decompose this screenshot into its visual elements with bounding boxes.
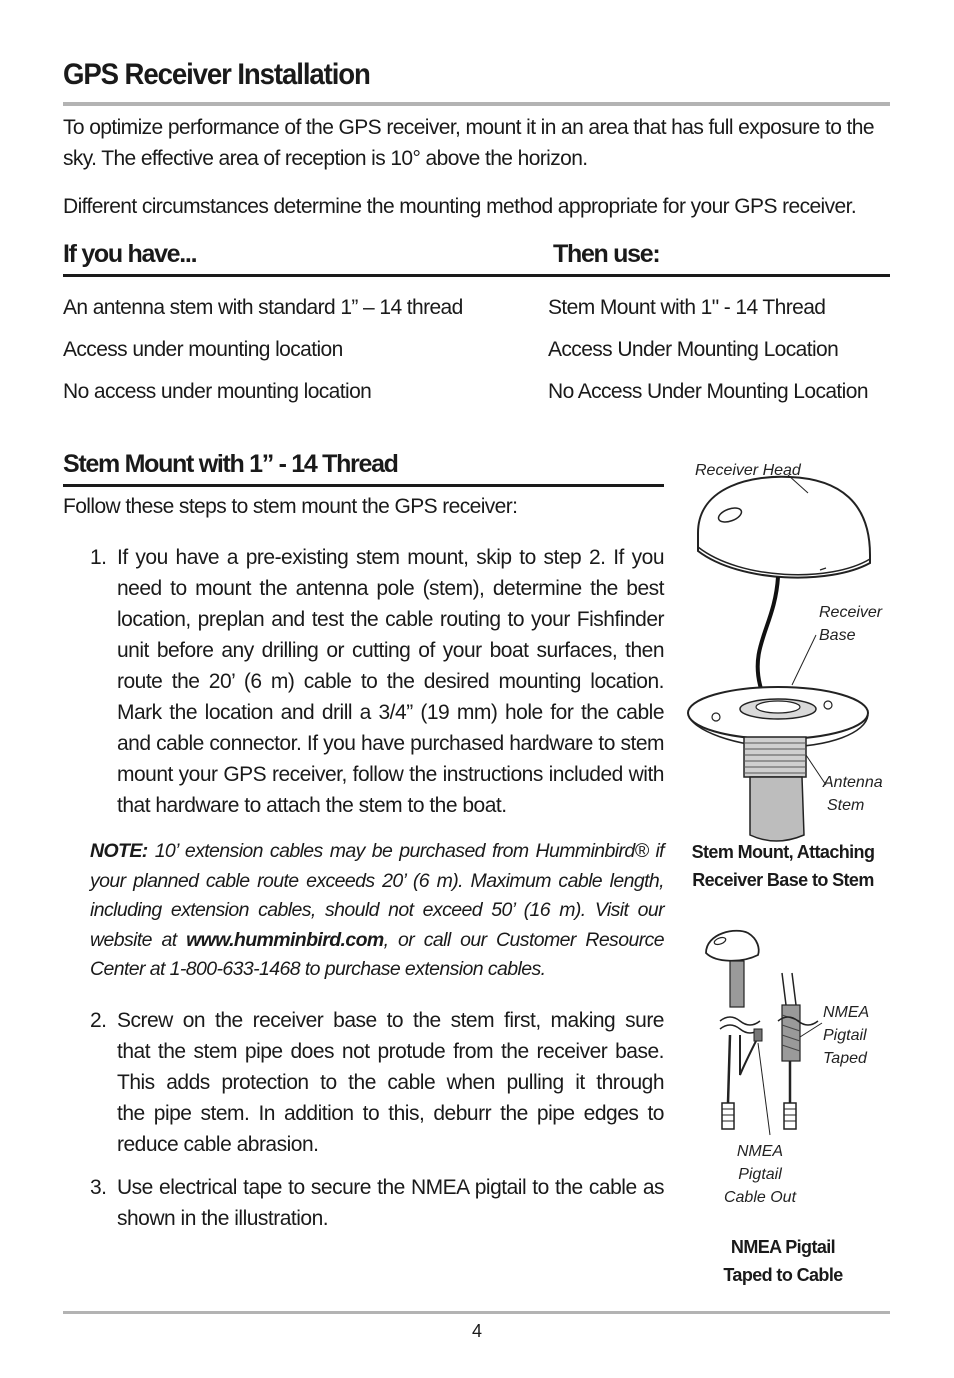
label-line: Receiver [819, 604, 883, 621]
figure1-caption [670, 838, 896, 894]
step-line: Use electrical tape to secure the NMEA pigtail to the cable as [117, 1176, 664, 1199]
step-3 [90, 1172, 664, 1236]
label-line: Pigtail [823, 1027, 867, 1044]
intro-line: To optimize performance of the GPS receiver, mount it in an area that has full exposure to the [63, 116, 874, 139]
label-receiver-head: Receiver Head [695, 462, 801, 479]
label-line: Stem [827, 797, 865, 814]
note-line [90, 837, 664, 867]
label-pigtail-taped [823, 1001, 869, 1070]
step-line: This adds protection to the cable when pulling it through [117, 1071, 664, 1094]
section-rule [63, 484, 664, 487]
table-cell-have: Access under mounting location [63, 338, 343, 361]
label-line: Base [819, 627, 856, 644]
label-line: Pigtail [738, 1166, 782, 1183]
intro-paragraph-2 [63, 191, 893, 222]
intro-paragraph [63, 112, 893, 174]
label-receiver-base [819, 601, 882, 647]
note-line: your planned cable route exceeds 20’ (6 m). Maximum cable length, [90, 869, 664, 892]
step-line: Screw on the receiver base to the stem first, making sure [117, 1009, 664, 1032]
label-line: Antenna [823, 774, 883, 791]
step-line: and cable connector. If you have purchased hardware to stem [117, 732, 664, 755]
table-cell-use: No Access Under Mounting Location [548, 380, 868, 403]
table-header-have: If you have... [63, 240, 197, 268]
page-title: GPS Receiver Installation [63, 58, 370, 91]
label-antenna-stem [823, 771, 883, 817]
table-cell-use: Stem Mount with 1" - 14 Thread [548, 296, 826, 319]
step-1 [90, 542, 664, 822]
step-line: that the stem pipe does not protude from the receiver base. [117, 1040, 664, 1063]
step-line: If you have a pre-existing stem mount, skip to step 2. If you [117, 546, 664, 569]
note-text: , or call our Customer Resource [383, 928, 664, 951]
caption-line: Taped to Cable [723, 1265, 843, 1285]
step-2 [90, 1005, 664, 1165]
step-line: mount your GPS receiver, follow the instructions included with [117, 763, 664, 786]
step-line: location, preplan and test the cable routing to your Fishfinder [117, 608, 664, 631]
nmea-pigtail-illustration [700, 925, 830, 1145]
figure2-caption [670, 1233, 896, 1289]
note-line: Center at 1-800-633-1468 to purchase extension cables. [90, 958, 546, 980]
step-line: need to mount the antenna pole (stem), determine the best [117, 577, 664, 600]
intro-line: Different circumstances determine the mounting method appropriate for your GPS receiver. [63, 195, 857, 218]
caption-line: Receiver Base to Stem [692, 870, 874, 890]
label-line: Taped [823, 1050, 867, 1067]
label-pigtail-out [720, 1140, 800, 1209]
note-line: including extension cables, should not exceed 50’ (16 m). Visit our [90, 899, 664, 921]
table-cell-have: An antenna stem with standard 1” – 14 thread [63, 296, 463, 319]
title-divider [63, 102, 890, 106]
step-text [117, 1005, 664, 1160]
label-line: Cable Out [723, 1189, 797, 1206]
step-number: 3. [90, 1176, 107, 1199]
note-line [90, 926, 664, 956]
step-line: shown in the illustration. [117, 1207, 329, 1230]
table-cell-have: No access under mounting location [63, 380, 372, 403]
note-text: website at [90, 928, 177, 951]
step-line: reduce cable abrasion. [117, 1133, 319, 1156]
caption-line: Stem Mount, Attaching [691, 842, 875, 862]
step-line: unit before any drilling or cutting of your boat surfaces, then [117, 639, 664, 662]
step-text [117, 1172, 664, 1234]
table-cell-use: Access Under Mounting Location [548, 338, 839, 361]
step-number: 1. [90, 546, 107, 569]
section-lead: Follow these steps to stem mount the GPS receiver: [63, 495, 518, 518]
step-line: Mark the location and drill a 3/4” (19 mm) hole for the cable [117, 701, 664, 724]
page-number: 4 [471, 1321, 482, 1341]
footer-divider [63, 1311, 890, 1314]
website-link[interactable]: www.humminbird.com [186, 928, 384, 951]
step-line: that hardware to attach the stem to the boat. [117, 794, 507, 817]
step-line: route the 20’ (6 m) cable to the desired mounting location. [117, 670, 664, 693]
step-text [117, 542, 664, 821]
note-block [90, 837, 664, 985]
label-line: NMEA [736, 1143, 784, 1160]
section-title: Stem Mount with 1” - 14 Thread [63, 450, 398, 478]
step-number: 2. [90, 1009, 107, 1032]
note-label: NOTE: [90, 840, 148, 862]
table-header-use: Then use: [553, 240, 660, 268]
label-line: NMEA [823, 1004, 870, 1021]
note-text: 10’ extension cables may be purchased from Humminbird® if [154, 840, 664, 862]
table-header-rule [63, 274, 890, 277]
step-line: the pipe stem. In addition to this, deburr the pipe edges to [117, 1102, 664, 1125]
intro-line: sky. The effective area of reception is 10° above the horizon. [63, 147, 588, 170]
caption-line: NMEA Pigtail [730, 1237, 836, 1257]
